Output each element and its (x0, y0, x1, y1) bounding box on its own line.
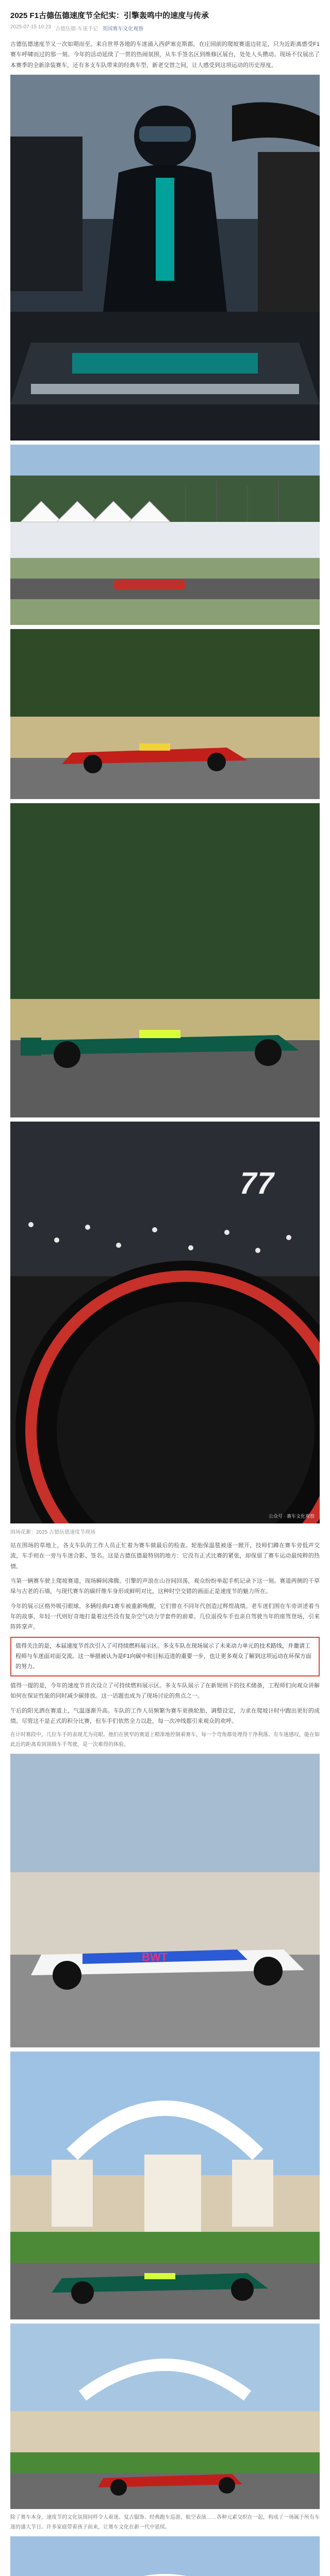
publish-date: 2025-07-15 10:23 (10, 24, 51, 30)
article-title: 2025 F1古德伍德速度节全纪实：引擎轰鸣中的速度与传承 (10, 11, 209, 20)
photo-house-dark-car (10, 2536, 320, 2576)
account-link[interactable]: 英国赛车文化观察 (102, 26, 144, 32)
body-paragraph-4: 值得一提的是，今年的速度节首次设立了可持续燃料展示区。多支车队展示了在新规则下的技术储备，工程师们向观众讲解如何在保证性能的同时减少碳排放。这一话题也成为了现场讨论的焦点之一。 (10, 1682, 320, 1700)
photo-rb-car (10, 1754, 320, 2047)
body-paragraph-2: 当第一辆赛车驶上爬坡赛道，现场瞬间沸腾。引擎的声浪在山谷间回荡，观众纷纷举起手机记录下这一刻。赛道两侧的干草垛与古老的石墙，与现代赛车的碳纤维车身形成鲜明对比，这种时空交错的画面正是速度节的魅力所在。 (10, 1578, 320, 1595)
photo-grandstand (10, 445, 320, 625)
photo-tire-closeup (10, 1122, 320, 1523)
photo-caption: 围场花絮：2025 古德伍德速度节现场 (10, 1530, 96, 1536)
car-number-77: 77 (236, 1165, 278, 1200)
intro-paragraph: 古德伍德速度节又一次如期而至。来自世界各地的车迷涌入西萨塞克斯郡，在庄园前的爬坡赛道边驻足，只为近距离感受F1赛车呼啸而过的那一刻。今年的活动延续了一贯的热闹氛围，从车手签名区到维修区展台，处处人头攒动。现场不仅展出了本赛季的全新涂装赛车，还有多支车队带来的经典车型，新老交替之间，让人感受到这项运动的历史厚度。 (10, 41, 320, 69)
photo-green-car (10, 803, 320, 1117)
photo-watermark: 公众号 · 赛车文化观察 (269, 1514, 315, 1519)
photo-red-car-blur (10, 629, 320, 799)
article-meta (10, 24, 320, 32)
body-paragraph-1: 站在围场的草地上，各支车队的工作人员正忙着为赛车做最后的检查。轮胎保温毯被逐一掀开，技师们蹲在赛车旁低声交流，车手则在一旁与车迷合影、签名。这是古德伍德最特别的地方：它没有正式比赛的紧张，却保留了赛车运动最纯粹的热情。 (10, 1543, 320, 1570)
photo-house-green-car (10, 2052, 320, 2319)
highlight-box: 值得关注的是，本届速度节首次引入了可持续燃料展示区。多支车队在现场展示了未来动力单元的技术路线，并邀请工程师与车迷面对面交流。这一举措被认为是F1向碳中和目标迈进的重要一步，也让更多观众了解到这项运动在环保方面的努力。 (10, 1637, 320, 1676)
author-name: 古德伍德·车迷手记 (55, 26, 98, 32)
body-paragraph-6: 在计时赛段中，几位车手的表现尤为亮眼。他们在狭窄的赛道上精准地控制着赛车，每一个弯角都处理得干净利落。有车迷感叹，能在如此近的距离看到顶级车手驾驶，是一次难得的体验。 (10, 1732, 320, 1748)
photo-house-red-car (10, 2324, 320, 2509)
body-paragraph-3: 今年的展示区格外吸引眼球。多辆经典F1赛车被重新唤醒，它们曾在不同年代创造过辉煌战绩。老车迷们围在车旁讲述着当年的故事，年轻一代则好奇地打量着这些没有复杂空气动力学套件的前辈。几位退役车手也亲自驾驶当年的座驾登场，引来阵阵掌声。 (10, 1603, 320, 1631)
car-sponsor-bwt: BWT (142, 1951, 168, 1964)
body-paragraph-5: 午后的阳光洒在赛道上，气温逐渐升高。车队的工作人员频繁为赛车更换轮胎、调整设定，力求在爬坡计时中跑出更好的成绩。尽管这不是正式的积分比赛，但车手们依然全力以赴，每一次冲线都引来观众的欢呼。 (10, 1707, 320, 1724)
photo-driver-pit (10, 75, 320, 440)
body-paragraph-7: 除了赛车本身，速度节的文化氛围同样令人着迷。复古服饰、经典跑车巡游、航空表演……各种元素交织在一起，构成了一场属于所有车迷的盛大节日。许多家庭带着孩子前来，让赛车文化在新一代中延续。 (10, 2515, 320, 2530)
